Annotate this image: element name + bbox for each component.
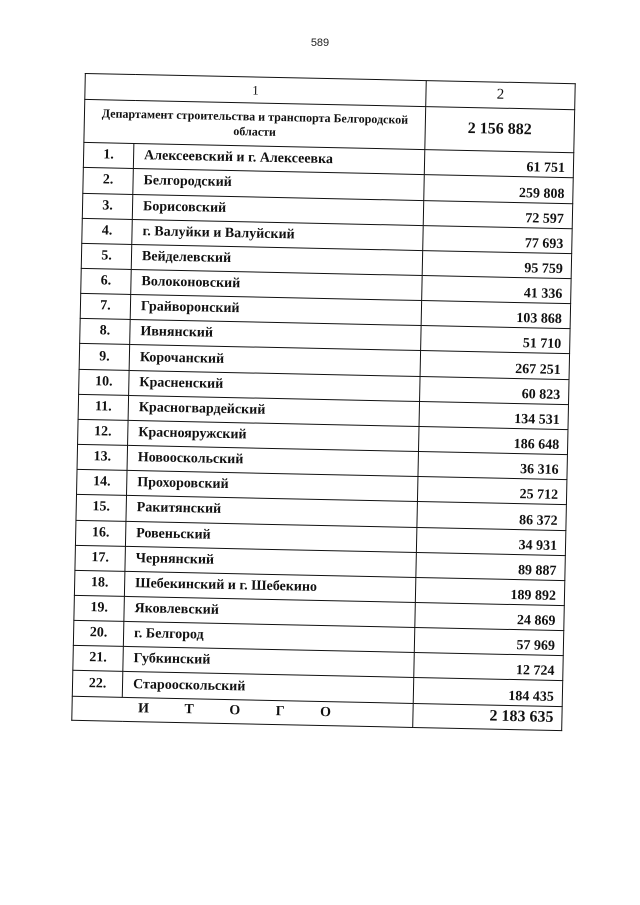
district-name: Волоконовский xyxy=(131,269,422,300)
district-value: 61 751 xyxy=(424,150,573,178)
row-number: 3. xyxy=(82,193,133,219)
district-name: Борисовский xyxy=(132,194,423,225)
row-number: 1. xyxy=(83,143,134,169)
district-value: 60 823 xyxy=(420,376,569,404)
district-name: Новооскольский xyxy=(127,445,418,476)
district-value: 189 892 xyxy=(415,577,564,605)
row-number: 5. xyxy=(81,243,132,269)
district-value: 25 712 xyxy=(417,477,566,505)
district-value: 259 808 xyxy=(424,175,573,203)
column-2-header: 2 xyxy=(426,81,576,110)
row-number: 16. xyxy=(75,520,126,546)
row-number: 4. xyxy=(82,218,133,244)
district-value: 95 759 xyxy=(422,250,571,278)
district-name: Яковлевский xyxy=(124,596,415,627)
row-number: 19. xyxy=(74,595,125,621)
row-number: 15. xyxy=(76,495,127,521)
allocation-table xyxy=(71,73,574,731)
district-value: 34 931 xyxy=(416,527,565,555)
row-number: 6. xyxy=(81,268,132,294)
district-value: 51 710 xyxy=(421,326,570,354)
total-label: И Т О Г О xyxy=(72,696,413,728)
district-name: Вейделевский xyxy=(131,244,422,275)
column-1-header: 1 xyxy=(85,73,426,106)
row-number: 17. xyxy=(75,545,126,571)
district-value: 72 597 xyxy=(423,200,572,228)
district-value: 186 648 xyxy=(418,426,567,454)
row-number: 7. xyxy=(80,294,131,320)
district-name: г. Валуйки и Валуйский xyxy=(132,219,423,250)
department-name: Департамент строительства и транспорта Белгородской области xyxy=(84,100,426,150)
row-number: 22. xyxy=(72,671,123,697)
district-name: Ракитянский xyxy=(126,496,417,527)
row-number: 18. xyxy=(74,570,125,596)
row-number: 11. xyxy=(78,394,129,420)
district-value: 77 693 xyxy=(423,225,572,253)
district-name: Алексеевский и г. Алексеевка xyxy=(133,144,424,175)
district-name: Красненский xyxy=(129,370,420,401)
row-number: 10. xyxy=(79,369,130,395)
district-name: Губкинский xyxy=(123,647,414,678)
district-value: 89 887 xyxy=(416,552,565,580)
district-value: 12 724 xyxy=(414,653,563,681)
district-name: Чернянский xyxy=(125,546,416,577)
row-number: 2. xyxy=(83,168,134,194)
district-value: 103 868 xyxy=(421,301,570,329)
row-number: 8. xyxy=(80,319,131,345)
district-name: Шебекинский и г. Шебекино xyxy=(124,571,415,602)
row-number: 14. xyxy=(77,470,128,496)
district-value: 24 869 xyxy=(415,602,564,630)
row-number: 20. xyxy=(73,620,124,646)
district-value: 267 251 xyxy=(420,351,569,379)
total-value: 2 183 635 xyxy=(413,703,562,730)
district-value: 36 316 xyxy=(418,452,567,480)
district-value: 134 531 xyxy=(419,401,568,429)
row-number: 9. xyxy=(79,344,130,370)
district-name: Грайворонский xyxy=(130,295,421,326)
row-number: 21. xyxy=(73,646,124,672)
row-number: 12. xyxy=(78,419,129,445)
district-name: г. Белгород xyxy=(123,622,414,653)
district-name: Ровеньский xyxy=(125,521,416,552)
row-number: 13. xyxy=(77,444,128,470)
district-name: Корочанский xyxy=(129,345,420,376)
page-number: 589 xyxy=(310,37,330,49)
district-name: Красногвардейский xyxy=(128,395,419,426)
district-name: Краснояружский xyxy=(128,420,419,451)
district-name: Ивнянский xyxy=(130,320,421,351)
department-value: 2 156 882 xyxy=(425,107,575,153)
district-value: 41 336 xyxy=(422,276,571,304)
district-value: 57 969 xyxy=(414,628,563,656)
district-name: Старооскольский xyxy=(122,672,413,703)
district-name: Белгородский xyxy=(133,169,424,200)
district-name: Прохоровский xyxy=(126,471,417,502)
district-value: 86 372 xyxy=(417,502,566,530)
district-value: 184 435 xyxy=(413,678,562,706)
